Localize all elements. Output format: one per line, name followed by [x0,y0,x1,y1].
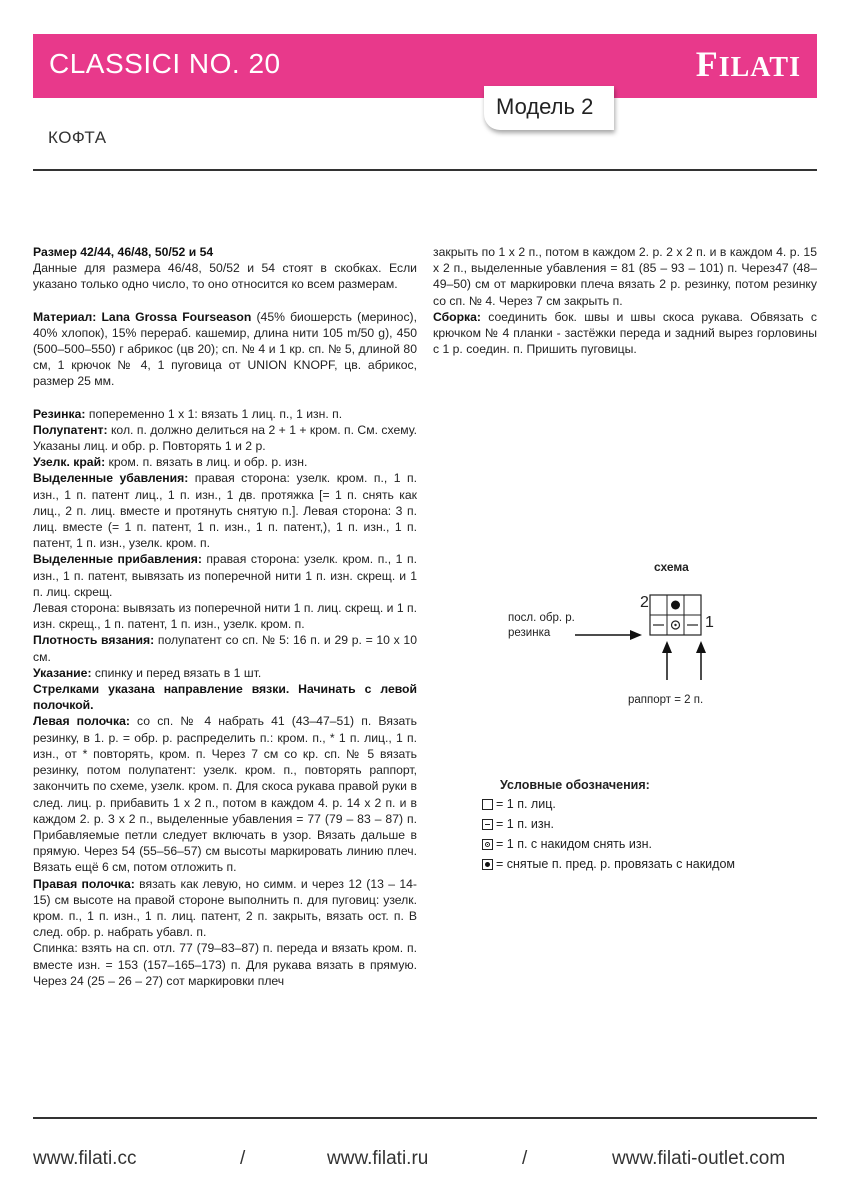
model-tab [484,86,614,130]
ring-square-icon [482,839,493,850]
inc-paragraph-2: Левая сторона: вывязать из поперечной нити 1 п. лиц. скрещ. и 1 п. изн. скрещ., 1 п. патент, 1 п. изн., узелк. кром. п. [33,601,418,632]
continuation-paragraph: закрыть по 1 х 2 п., потом в каждом 2. р. 2 х 2 п. и в каждом 4. р. 15 х 2 п., выделенные убавления = 81 (85 – 93 – 101) п. Через47 (48–49–50) см от маркировки плеча вязать 2 р. резинку, потом резинку со сп. № 4. Через 7 см закрыть п. [433,245,817,308]
half-paragraph: Полупатент: кол. п. должно делиться на 2 + 1 + кром. п. См. схему. Указаны лиц. и обр. р. Повторять 1 и 2 р. [33,422,417,454]
footer-link-filati-ru[interactable]: www.filati.ru [327,1148,429,1169]
edge-paragraph: Узелк. край: кром. п. вязать в лиц. и обр. р. изн. [33,455,308,470]
footer-link-filati-cc[interactable]: www.filati.cc [33,1148,137,1169]
footer-separator: / [240,1148,246,1169]
row-arrow-head [630,630,642,640]
brand-rest: ILATI [718,52,801,83]
rib-paragraph: Резинка: попеременно 1 х 1: вязать 1 лиц. п., 1 изн. п. [33,406,343,421]
page-subtitle: КОФТА [48,128,107,147]
material-paragraph: Материал: Lana Grossa Fourseason (45% биошерсть (меринос), 40% хлопок), 15% перераб. кашемир, длина нити 105 m/50 g), 450 (500–500–550) г абрикос (цв 20); сп. № 4 и 1 кр. сп. № 5, длиной 80 см, 1 крючок № 4, 1 пуговица от UNION KNOPF, цв. абрикос, размер 25 мм. [33,309,418,389]
note-paragraph: Указание: спинку и перед вязать в 1 шт. [33,665,262,680]
assembly-paragraph: Сборка: соединить бок. швы и швы скоса рукава. Обвязать с крючком № 4 планки - застёжки переда и задний вырез горловины с 1 р. соедин. п. Пришить пуговицы. [433,309,817,357]
model-label: Модель 2 [496,94,594,119]
legend-item-purl: = 1 п. изн. [482,817,554,831]
header-banner [33,34,817,98]
dec-paragraph: Выделенные убавления: правая сторона: узелк. кром. п., 1 п. изн., 1 п. патент лиц., 1 п. изн., 1 дв. протяжка [= 1 п. снять как лиц., 2 п. лиц. вместе и протянуть снятую п.]. Левая сторона: 3 п. лиц. вместе (= 1 п. патент, 1 п. изн., 1 п. патент,), 1 п. изн., 1 п. патент, 1 п. изн., узелк. кром. п. [33,471,417,551]
chart-row-label-1: 1 [705,614,714,631]
magazine-title: CLASSICI NO. 20 [49,48,281,79]
right-front-paragraph: Правая полочка: вязать как левую, но симм. и через 12 (13 – 14- 15) см высоте на правой стороне выполнить п. для пуговиц: узелк. кром. п., 1 п. изн., 1 п. лиц. патент, 2 п. закрыть, вязать ост. п. В след. обр. р. набрать убавл. п. [33,876,417,940]
chart-row-label-2: 2 [640,594,649,611]
chart-repeat-label: раппорт = 2 п. [628,694,704,706]
right-column [433,244,817,357]
legend-title: Условные обозначения: [500,778,650,792]
header-divider [33,169,817,171]
back-paragraph: Спинка: взять на сп. отл. 77 (79–83–87) п. переда и вязать кром. п. вместе изн. = 153 (157–165–173) п. Для рукава вязать в прямую. Через 24 (25 – 26 – 27) сот маркировки плеч [33,941,417,988]
left-column [33,244,417,989]
brand-logo [696,43,801,85]
legend-item-slip: = 1 п. с накидом снять изн. [482,837,652,851]
footer-divider [33,1117,817,1119]
footer-link-filati-outlet[interactable]: www.filati-outlet.com [612,1148,786,1169]
left-front-paragraph: Левая полочка: со сп. № 4 набрать 41 (43–47–51) п. Вязать резинку, в 1. р. = обр. р. распределить п.: кром. п., * 1 п. лиц., 1 п. изн., от * повторять, кром. п. Через 7 см со кр. сп. № 5 вязать резинку, потом полупатент: узелк. кром. п., повторять раппорт, закончить по схеме, узелк. кром. п. Для скоса рукава правой руки в след. лиц. р. прибавить 1 х 2 п., потом в каждом 4. р. 14 х 2 п. и в каждом 2. р. 3 х 2 п., выделенные убавления = 77 (79 – 83 – 87) п. Прибавляемые петли следует включать в узор. Вязать дальше в прямую. Через 54 (55–56–57) см высоты маркировать линию плеч. Вязать ещё 6 см, потом отложить п. [33,714,417,875]
empty-square-icon [482,799,493,810]
arrows-note: Стрелками указана направление вязки. Начинать с левой полочкой. [33,682,417,713]
size-heading: Размер 42/44, 46/48, 50/52 и 54 [33,245,214,259]
dot-square-icon [482,859,493,870]
size-text: Данные для размера 46/48, 50/52 и 54 стоят в скобках. Если указано только одно число, то оно относится ко всем размерам. [33,261,417,292]
schema-title: схема [654,560,689,574]
legend-item-knit-together: = снятые п. пред. р. провязать с накидом [482,857,735,871]
chart-left-label-2: резинка [508,627,551,639]
legend-item-knit: = 1 п. лиц. [482,797,556,811]
brand-initial: F [695,44,719,84]
chart-left-label-1: посл. обр. р. [508,612,575,624]
inc-paragraph: Выделенные прибавления: правая сторона: узелк. кром. п., 1 п. изн., 1 п. патент, вывязать из поперечной нити 1 п. изн. скрещ. и 1 п. лиц. скрещ. [33,552,417,599]
dash-square-icon [482,819,493,830]
footer-separator: / [522,1148,528,1169]
slipped-stitch-symbol [671,601,680,610]
gauge-paragraph: Плотность вязания: полупатент со сп. № 5: 16 п. и 29 р. = 10 x 10 см. [33,633,417,664]
